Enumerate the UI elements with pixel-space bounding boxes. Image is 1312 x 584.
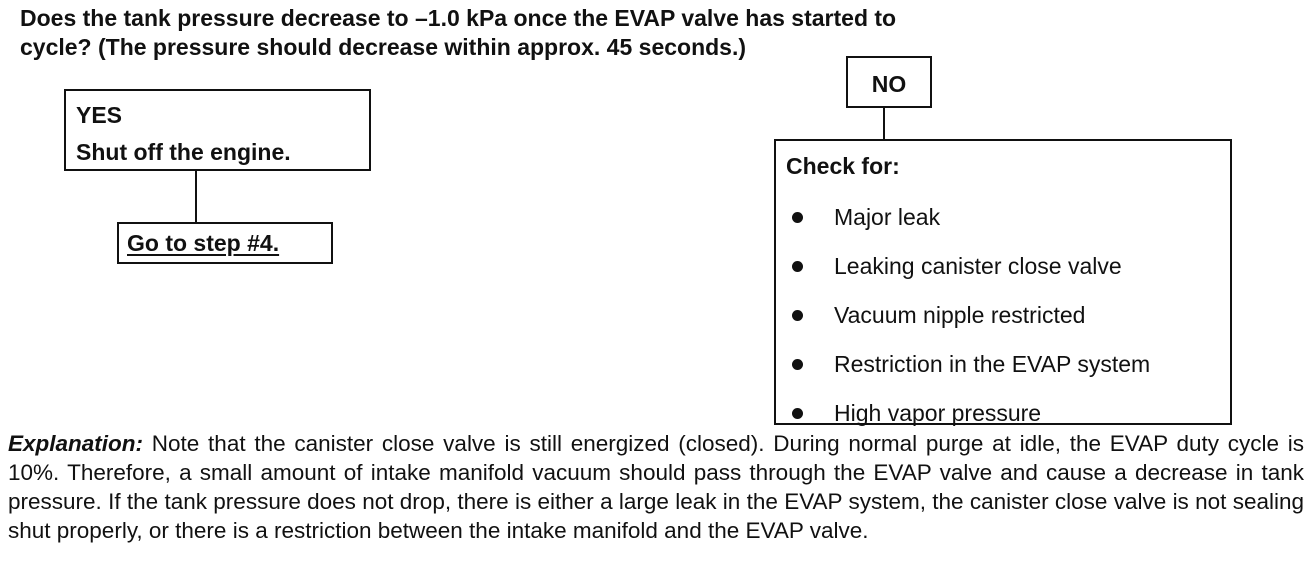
no-box bbox=[846, 56, 932, 108]
check-item bbox=[786, 242, 1230, 291]
check-item bbox=[786, 340, 1230, 389]
explanation-paragraph bbox=[8, 429, 1304, 545]
bullet-icon bbox=[792, 359, 803, 370]
check-title: Check for: bbox=[786, 153, 900, 179]
bullet-icon bbox=[792, 310, 803, 321]
check-item-text: High vapor pressure bbox=[834, 400, 1042, 426]
no-connector-line bbox=[883, 108, 885, 139]
bullet-icon bbox=[792, 212, 803, 223]
check-for-box bbox=[774, 139, 1232, 425]
explanation-text: Note that the canister close valve is still energized (closed). During normal purge at idle, the EVAP duty cycle is 10%. Therefore, a small amount of intake manifold vacuum should pass through the EVAP valve and cause a decrease in tank pressure. If the tank pressure does not drop, there is either a large leak in the EVAP system, the canister close valve is not sealing shut properly, or there is a restriction between the intake manifold and the EVAP valve. bbox=[8, 431, 1304, 543]
question-line-2: cycle? (The pressure should decrease within approx. 45 seconds.) bbox=[20, 34, 747, 60]
yes-box bbox=[64, 89, 371, 171]
yes-action: Shut off the engine. bbox=[76, 139, 291, 165]
check-item-text: Leaking canister close valve bbox=[834, 253, 1122, 279]
check-list bbox=[786, 193, 1230, 438]
check-item bbox=[786, 193, 1230, 242]
yes-connector-line bbox=[195, 171, 197, 222]
no-label: NO bbox=[871, 71, 907, 97]
check-item-text: Major leak bbox=[834, 204, 941, 230]
explanation-label: Explanation: bbox=[8, 431, 144, 456]
question-text bbox=[20, 4, 1120, 62]
check-item bbox=[786, 291, 1230, 340]
bullet-icon bbox=[792, 261, 803, 272]
check-item-text: Restriction in the EVAP system bbox=[834, 351, 1151, 377]
goto-step-box bbox=[117, 222, 333, 264]
goto-step-text: Go to step #4. bbox=[127, 230, 280, 256]
yes-label: YES bbox=[76, 102, 123, 128]
bullet-icon bbox=[792, 408, 803, 419]
check-item-text: Vacuum nipple restricted bbox=[834, 302, 1086, 328]
question-line-1: Does the tank pressure decrease to –1.0 kPa once the EVAP valve has started to bbox=[20, 5, 897, 31]
